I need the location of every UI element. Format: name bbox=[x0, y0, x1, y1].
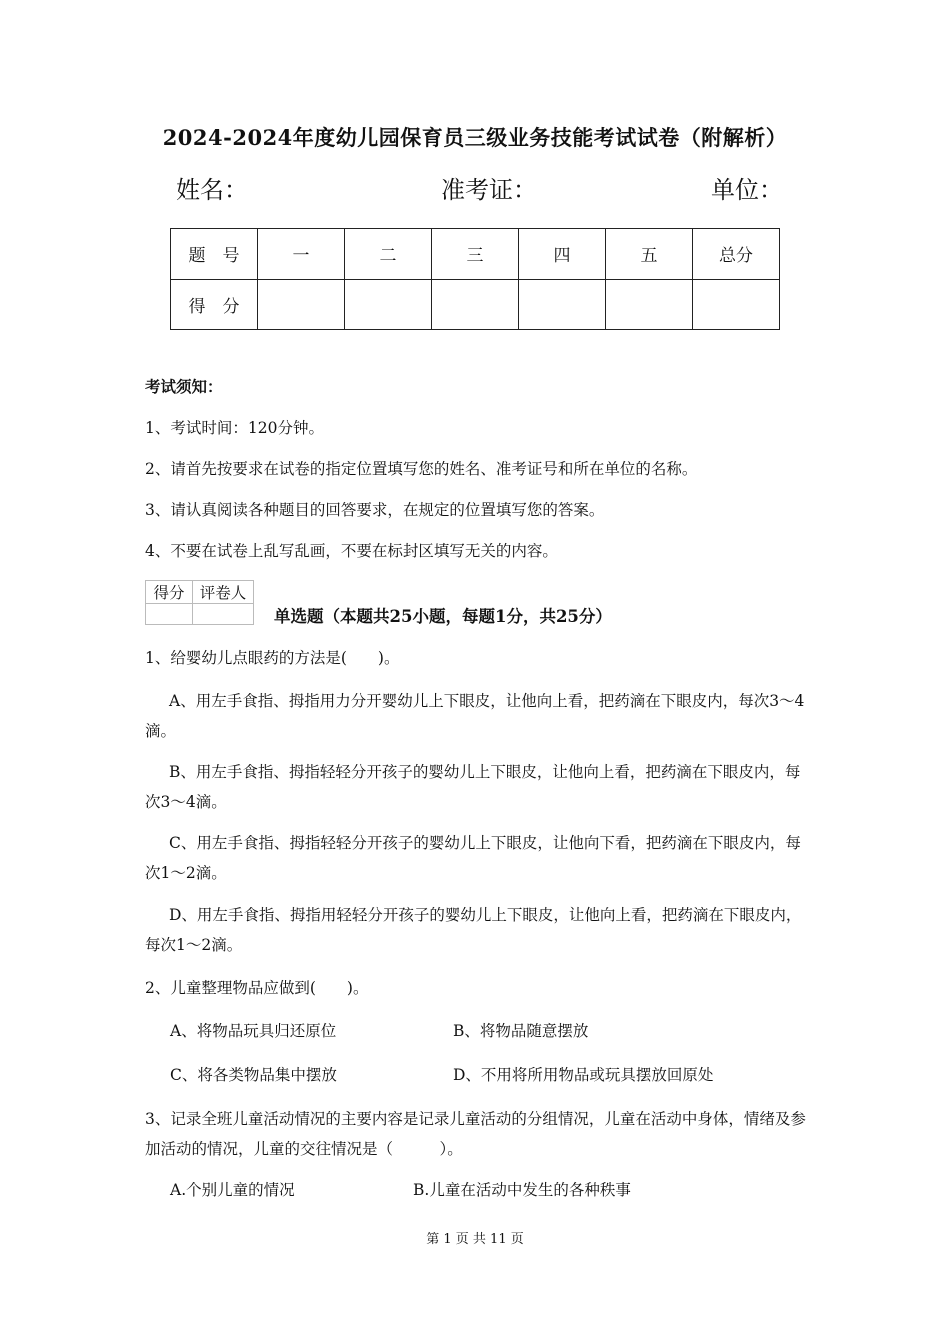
question-stem: 1、给婴幼儿点眼药的方法是( )。 bbox=[145, 649, 400, 667]
question-option: D、用左手食指、拇指用轻轻分开孩子的婴幼儿上下眼皮，让他向上看，把药滴在下眼皮内，每次1～2滴。 bbox=[145, 906, 802, 954]
question-option: C、将各类物品集中摆放 bbox=[170, 1066, 337, 1084]
notice-item: 1、考试时间：120分钟。 bbox=[145, 419, 324, 437]
score-table-header-cell: 二 bbox=[345, 229, 432, 280]
question-option: C、用左手食指、拇指轻轻分开孩子的婴幼儿上下眼皮，让他向下看，把药滴在下眼皮内，每次1～2滴。 bbox=[145, 834, 801, 882]
question-option: A.个别儿童的情况 bbox=[170, 1181, 295, 1199]
score-table-header-cell: 一 bbox=[258, 229, 345, 280]
grader-reviewer-cell[interactable] bbox=[193, 604, 254, 625]
score-row-label: 得 分 bbox=[171, 279, 258, 330]
notice-item: 4、不要在试卷上乱写乱画，不要在标封区填写无关的内容。 bbox=[145, 542, 558, 560]
section-title: 单选题（本题共25小题，每题1分，共25分） bbox=[274, 607, 612, 626]
question-option: D、不用将所用物品或玩具摆放回原处 bbox=[453, 1066, 714, 1084]
score-cell[interactable] bbox=[693, 279, 780, 330]
score-cell[interactable] bbox=[606, 279, 693, 330]
question-stem: 3、记录全班儿童活动情况的主要内容是记录儿童活动的分组情况，儿童在活动中身体，情绪及参加活动的情况，儿童的交往情况是（ ）。 bbox=[145, 1110, 806, 1158]
page-footer: 第 1 页 共 11 页 bbox=[426, 1232, 524, 1247]
question-option: B、将物品随意摆放 bbox=[453, 1022, 589, 1040]
grader-score-label: 得分 bbox=[146, 581, 193, 604]
unit-field-label: 单位： bbox=[711, 176, 783, 204]
name-field-label: 姓名： bbox=[176, 176, 248, 204]
score-cell[interactable] bbox=[432, 279, 519, 330]
question-option: B.儿童在活动中发生的各种秩事 bbox=[413, 1181, 631, 1199]
grader-reviewer-label: 评卷人 bbox=[193, 581, 254, 604]
score-table-score-row bbox=[171, 279, 780, 330]
question-option: A、将物品玩具归还原位 bbox=[170, 1022, 337, 1040]
score-table bbox=[170, 228, 780, 330]
score-cell[interactable] bbox=[258, 279, 345, 330]
score-table-header-cell: 三 bbox=[432, 229, 519, 280]
grader-table bbox=[145, 580, 254, 625]
notice-item: 2、请首先按要求在试卷的指定位置填写您的姓名、准考证号和所在单位的名称。 bbox=[145, 460, 698, 478]
score-cell[interactable] bbox=[345, 279, 432, 330]
question-option: B、用左手食指、拇指轻轻分开孩子的婴幼儿上下眼皮，让他向上看，把药滴在下眼皮内，每次3～4滴。 bbox=[145, 763, 801, 811]
score-table-header-cell: 总分 bbox=[693, 229, 780, 280]
score-table-header-cell: 四 bbox=[519, 229, 606, 280]
notice-heading: 考试须知： bbox=[145, 377, 223, 396]
question-option: A、用左手食指、拇指用力分开婴幼儿上下眼皮，让他向上看，把药滴在下眼皮内，每次3～4滴。 bbox=[145, 692, 805, 740]
question-stem: 2、儿童整理物品应做到( )。 bbox=[145, 979, 369, 997]
exam-id-field-label: 准考证： bbox=[441, 176, 537, 204]
score-table-header-cell: 五 bbox=[606, 229, 693, 280]
notice-item: 3、请认真阅读各种题目的回答要求，在规定的位置填写您的答案。 bbox=[145, 501, 605, 519]
document-title: 2024-2024年度幼儿园保育员三级业务技能考试试卷（附解析） bbox=[162, 125, 788, 150]
score-table-header-cell: 题 号 bbox=[171, 229, 258, 280]
grader-score-cell[interactable] bbox=[146, 604, 193, 625]
score-cell[interactable] bbox=[519, 279, 606, 330]
score-table-header-row bbox=[171, 229, 780, 280]
